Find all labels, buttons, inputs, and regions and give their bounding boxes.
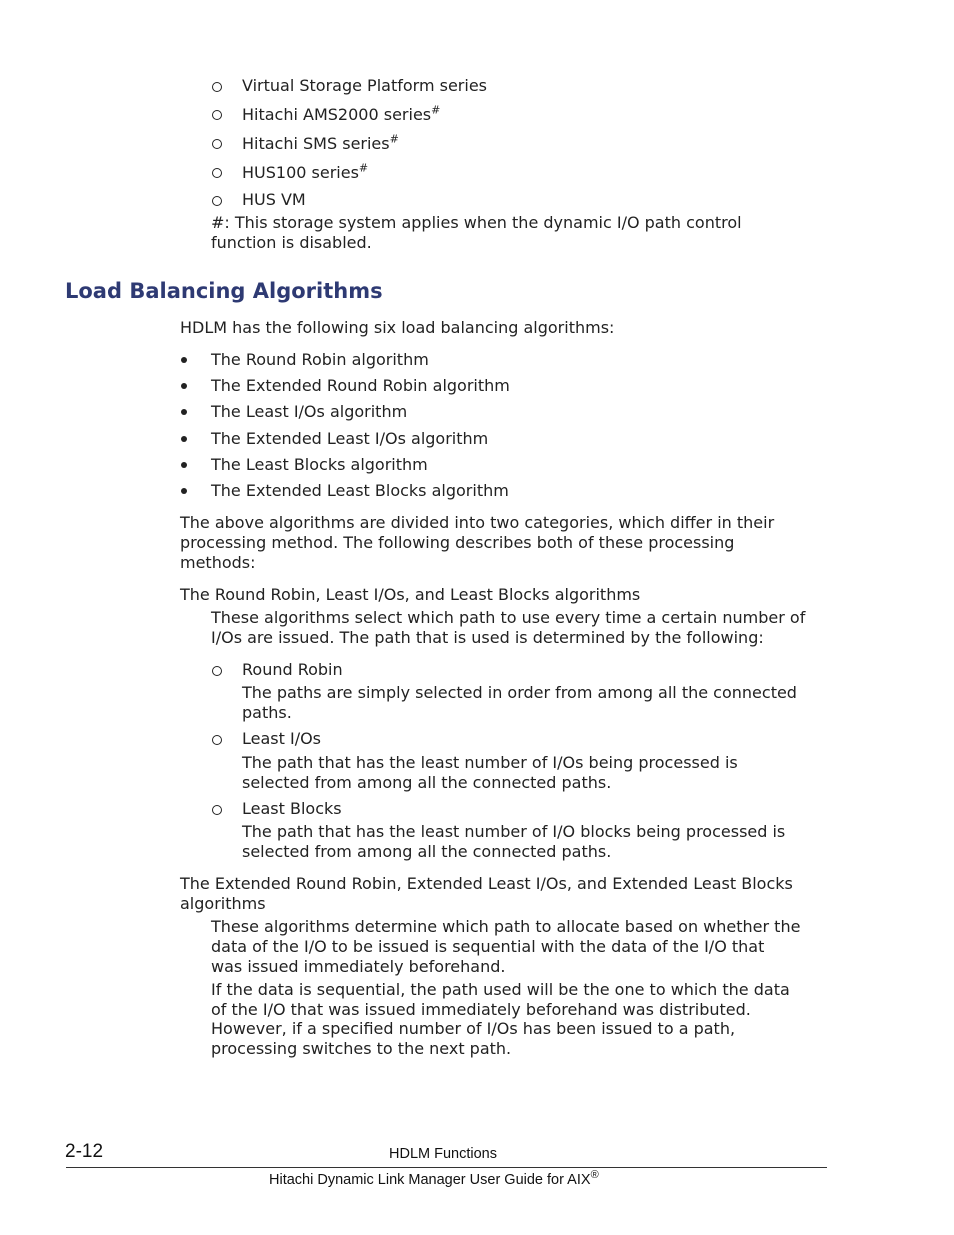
term-description: These algorithms determine which path to allocate based on whether the [211, 917, 801, 936]
term-description: If the data is sequential, the path used will be the one to which the data [211, 980, 790, 999]
paragraph-line: processing method. The following describes both of these processing [180, 533, 735, 552]
sub-bullet-icon [212, 805, 222, 815]
term-description: was issued immediately beforehand. [211, 957, 506, 976]
term-description: However, if a specified number of I/Os has been issued to a path, [211, 1019, 736, 1038]
term-description: of the I/O that was issued immediately beforehand was distributed. [211, 1000, 751, 1019]
page-number: 2-12 [65, 1141, 104, 1162]
sub-item-label: Round Robin [242, 660, 343, 679]
sub-item-description: The path that has the least number of I/O blocks being processed is [242, 822, 786, 841]
book-title: Hitachi Dynamic Link Manager User Guide for AIX® [269, 1169, 599, 1188]
term-description: I/Os are issued. The path that is used is determined by the following: [211, 628, 764, 647]
sub-item-description: selected from among all the connected paths. [242, 773, 612, 792]
list-item: HUS100 series# [242, 161, 369, 182]
term-title: The Round Robin, Least I/Os, and Least Blocks algorithms [180, 585, 641, 604]
intro-text: HDLM has the following six load balancing algorithms: [180, 318, 615, 337]
sub-bullet-icon [212, 168, 222, 178]
list-item: The Extended Round Robin algorithm [211, 376, 510, 395]
term-title: The Extended Round Robin, Extended Least I/Os, and Extended Least Blocks [180, 874, 793, 893]
paragraph-line: The above algorithms are divided into two categories, which differ in their [180, 513, 775, 532]
sub-item-label: Least Blocks [242, 799, 342, 818]
term-description: These algorithms select which path to use every time a certain number of [211, 608, 806, 627]
term-description: processing switches to the next path. [211, 1039, 512, 1058]
sub-item-description: The paths are simply selected in order from among all the connected [242, 683, 797, 702]
list-item: Hitachi SMS series# [242, 132, 399, 153]
footer-rule [66, 1167, 827, 1168]
sub-item-label: Least I/Os [242, 729, 322, 748]
list-item: The Extended Least I/Os algorithm [211, 429, 489, 448]
list-item: Hitachi AMS2000 series# [242, 103, 441, 124]
list-item: The Least I/Os algorithm [211, 402, 408, 421]
sub-bullet-icon [212, 82, 222, 92]
paragraph-line: methods: [180, 553, 256, 572]
bullet-icon [181, 357, 187, 363]
sub-bullet-icon [212, 196, 222, 206]
bullet-icon [181, 409, 187, 415]
sub-item-description: paths. [242, 703, 292, 722]
bullet-icon [181, 436, 187, 442]
bullet-icon [181, 488, 187, 494]
sub-bullet-icon [212, 139, 222, 149]
list-item: The Least Blocks algorithm [211, 455, 428, 474]
list-item: The Extended Least Blocks algorithm [211, 481, 509, 500]
bullet-icon [181, 462, 187, 468]
sub-item-description: selected from among all the connected paths. [242, 842, 612, 861]
term-title: algorithms [180, 894, 266, 913]
list-item: The Round Robin algorithm [211, 350, 429, 369]
sub-bullet-icon [212, 666, 222, 676]
sub-bullet-icon [212, 110, 222, 120]
bullet-icon [181, 383, 187, 389]
footnote-text: #: This storage system applies when the dynamic I/O path control [211, 213, 742, 232]
sub-item-description: The path that has the least number of I/Os being processed is [242, 753, 738, 772]
section-heading: Load Balancing Algorithms [65, 279, 383, 303]
list-item: Virtual Storage Platform series [242, 76, 487, 95]
term-description: data of the I/O to be issued is sequential with the data of the I/O that [211, 937, 765, 956]
sub-bullet-icon [212, 735, 222, 745]
list-item: HUS VM [242, 190, 306, 209]
chapter-title: HDLM Functions [389, 1146, 497, 1162]
footnote-text: function is disabled. [211, 233, 372, 252]
